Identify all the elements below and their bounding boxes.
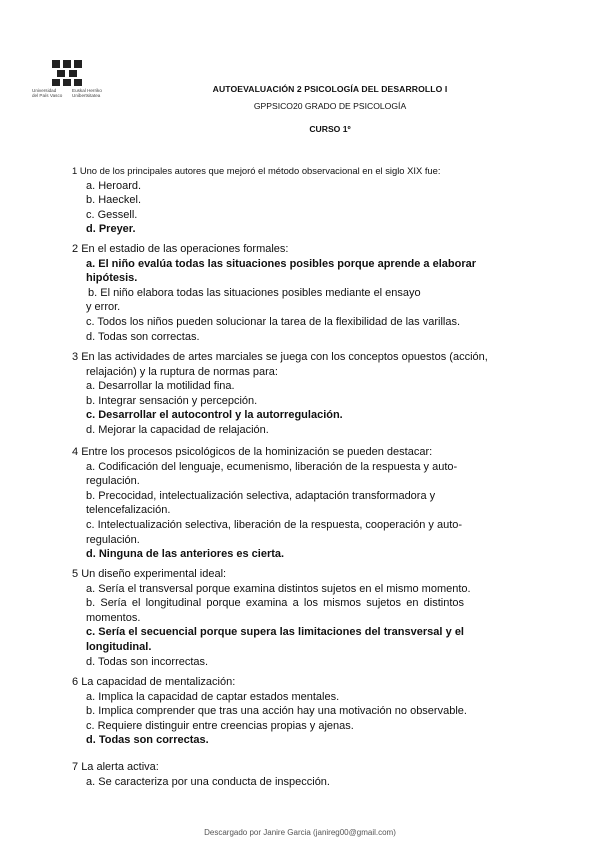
- option-c: c. Intelectualización selectiva, liberación de la respuesta, cooperación y auto-regulación.: [86, 518, 463, 546]
- option-b-cont: y error.: [86, 301, 121, 314]
- question-stem-cont: relajación) y la ruptura de normas para:: [86, 365, 278, 378]
- option-c: c. Todos los niños pueden solucionar la tarea de la flexibilidad de las varillas.: [86, 315, 461, 328]
- question-3: [72, 350, 534, 438]
- option-a-correct: a. El niño evalúa todas las situaciones posibles porque aprende a elaborar hipótesis.: [86, 257, 477, 285]
- university-emblem-icon: [52, 60, 82, 86]
- option-b: b. El niño elabora todas las situaciones posibles mediante el ensayo: [88, 286, 421, 299]
- option-c-correct: c. Sería el secuencial porque supera las limitaciones del transversal y el longitudinal.: [86, 626, 464, 653]
- option-b: b. Haeckel.: [86, 194, 142, 207]
- option-d: d. Todas son correctas.: [86, 330, 200, 343]
- question-stem: 3 En las actividades de artes marciales se juega con los conceptos opuestos (acción,: [72, 351, 488, 363]
- document-title: AUTOEVALUACIÓN 2 PSICOLOGÍA DEL DESARROLLO I: [212, 84, 448, 94]
- option-d-correct: d. Ninguna de las anteriores es cierta.: [86, 548, 285, 561]
- option-d-correct: d. Todas son correctas.: [86, 734, 209, 747]
- question-stem: 4 Entre los procesos psicológicos de la hominización se pueden destacar:: [72, 446, 433, 458]
- question-4: [72, 445, 534, 562]
- option-a: a. Codificación del lenguaje, ecumenismo, liberación de la respuesta y auto-regulación.: [86, 460, 458, 488]
- question-stem: 2 En el estadio de las operaciones formales:: [72, 243, 289, 255]
- option-c: c. Gessell.: [86, 208, 138, 221]
- option-b: b. Precocidad, intelectualización selectiva, adaptación transformadora y telencefalización.: [86, 489, 436, 517]
- option-b: b. Sería el longitudinal porque examina a los mismos sujetos en distintos momentos.: [86, 597, 464, 624]
- option-b: b. Implica comprender que tras una acción hay una motivación no observable.: [86, 705, 467, 718]
- question-5: [72, 567, 534, 669]
- question-stem: 5 Un diseño experimental ideal:: [72, 568, 227, 580]
- university-logo: [32, 60, 122, 104]
- option-a: a. Implica la capacidad de captar estados mentales.: [86, 690, 340, 703]
- download-footer: Descargado por Janire Garcia (janireg00@gmail.com): [204, 828, 396, 837]
- option-d: d. Todas son incorrectas.: [86, 655, 209, 668]
- option-d-correct: d. Preyer.: [86, 223, 136, 236]
- option-b: b. Integrar sensación y percepción.: [86, 394, 258, 407]
- question-stem: 6 La capacidad de mentalización:: [72, 676, 236, 688]
- question-7: [72, 760, 534, 789]
- question-stem: 1 Uno de los principales autores que mejoró el método observacional en el siglo XIX fue:: [72, 165, 441, 176]
- option-d: d. Mejorar la capacidad de relajación.: [86, 423, 269, 436]
- question-2: [72, 242, 534, 344]
- option-a: a. Se caracteriza por una conducta de inspección.: [86, 775, 330, 788]
- course-label: CURSO 1º: [309, 124, 351, 134]
- option-a: a. Sería el transversal porque examina distintos sujetos en el mismo momento.: [86, 582, 471, 595]
- document-subtitle: GPPSICO20 GRADO DE PSICOLOGÍA: [253, 101, 407, 111]
- option-c-correct: c. Desarrollar el autocontrol y la autorregulación.: [86, 409, 343, 422]
- option-a: a. Desarrollar la motilidad fina.: [86, 380, 235, 393]
- question-6: [72, 675, 534, 748]
- option-c: c. Requiere distinguir entre creencias propias y ajenas.: [86, 719, 354, 732]
- question-1: [72, 164, 534, 237]
- option-a: a. Heroard.: [86, 179, 142, 192]
- question-stem: 7 La alerta activa:: [72, 761, 159, 773]
- logo-caption-right: Euskal Herriko Unibertsitatea: [72, 88, 102, 99]
- logo-caption-left: Universidad del País Vasco: [32, 88, 63, 99]
